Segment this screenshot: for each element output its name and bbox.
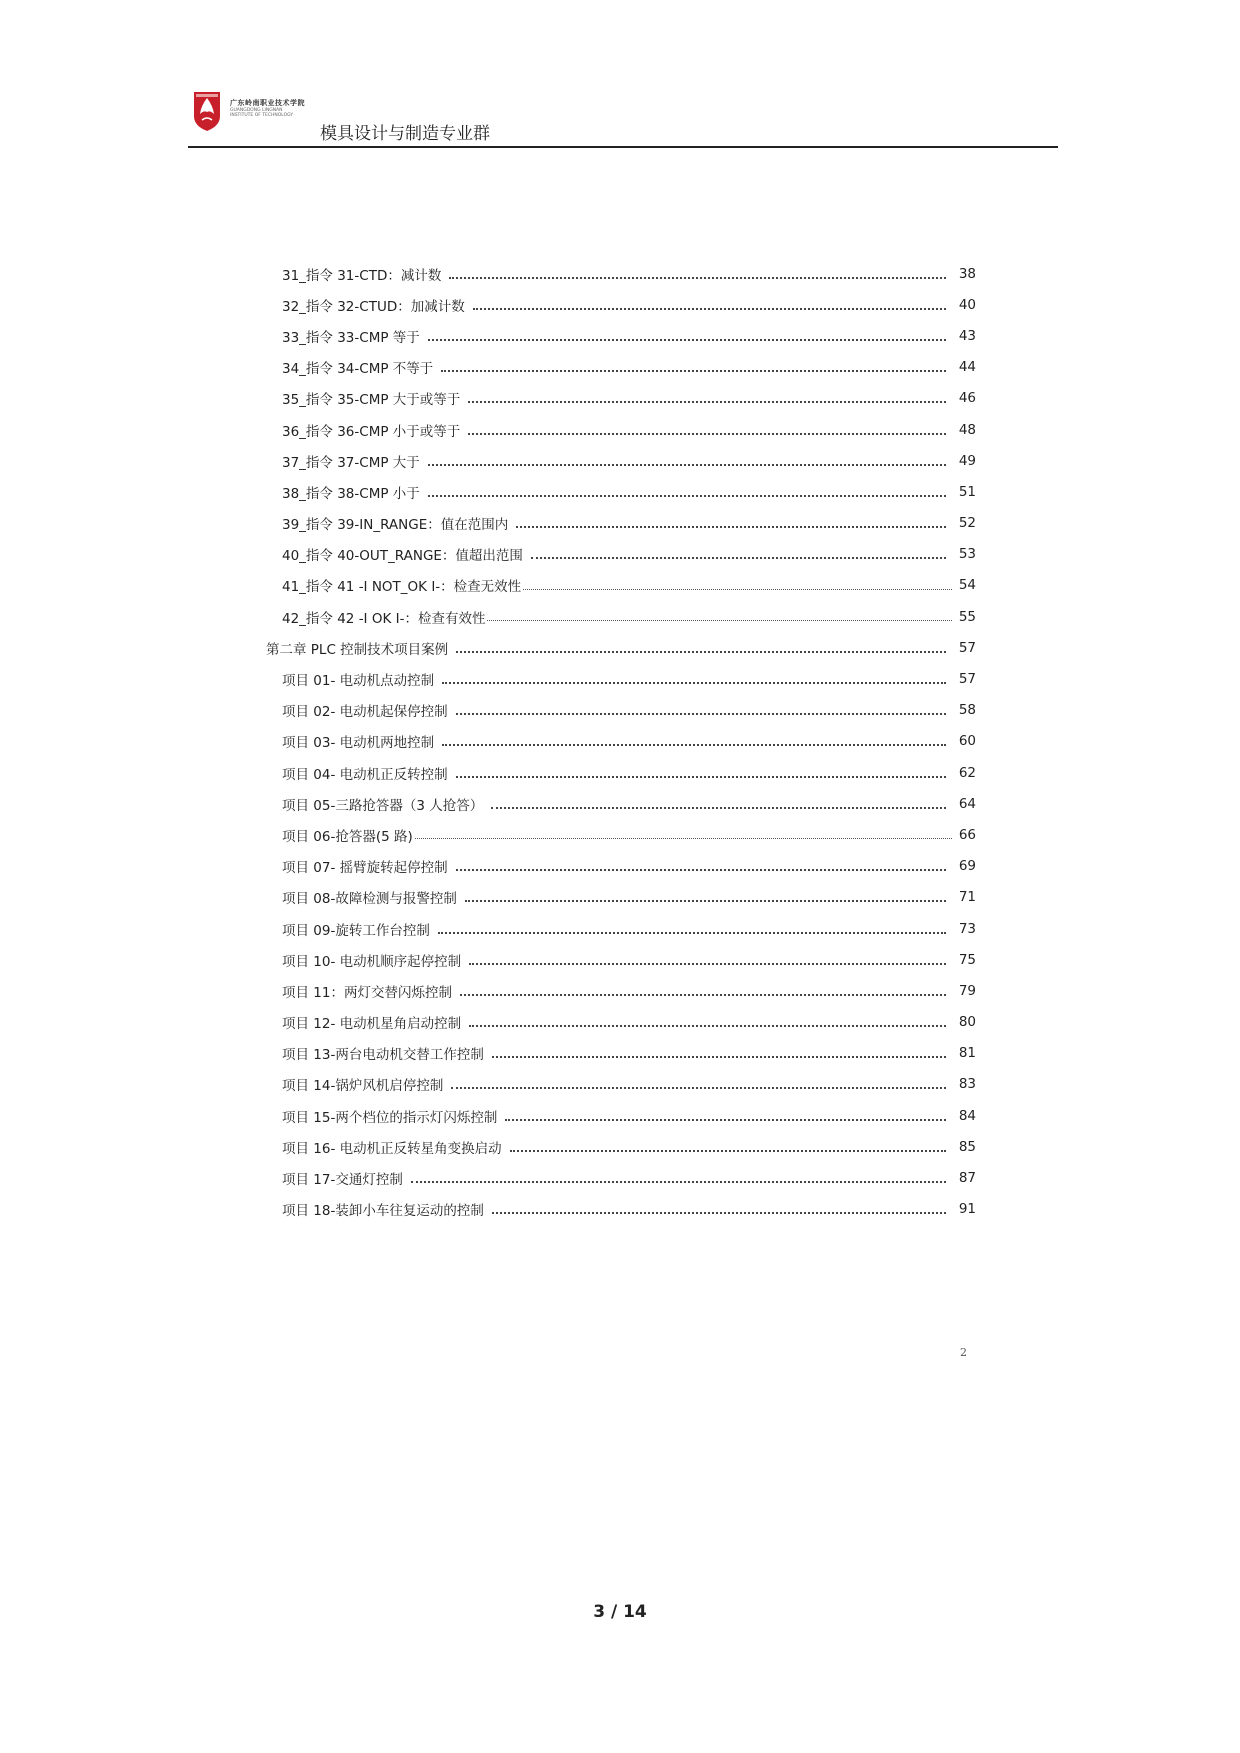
table-of-contents [266, 258, 976, 1225]
toc-entry[interactable] [266, 414, 976, 445]
toc-dot-leader [469, 1025, 946, 1027]
toc-entry-title: 40_指令 40-OUT_RANGE：值超出范围 [282, 548, 523, 565]
toc-dot-leader [492, 1212, 946, 1214]
toc-entry-page: 87 [958, 1170, 976, 1187]
toc-entry[interactable] [266, 632, 976, 663]
toc-dot-leader [465, 900, 946, 902]
toc-entry[interactable] [266, 944, 976, 975]
toc-entry-title: 项目 12- 电动机星角启动控制 [282, 1016, 462, 1033]
toc-entry[interactable] [266, 352, 976, 383]
toc-entry-page: 79 [958, 982, 976, 999]
toc-entry-page: 81 [958, 1045, 976, 1062]
toc-dot-leader [428, 339, 946, 341]
toc-entry-title: 项目 02- 电动机起保停控制 [282, 704, 448, 721]
toc-entry-title: 项目 05-三路抢答器（3 人抢答） [282, 797, 484, 814]
toc-dot-leader [415, 838, 952, 839]
toc-entry-page: 58 [958, 702, 976, 719]
toc-entry[interactable] [266, 445, 976, 476]
toc-entry-page: 49 [958, 452, 976, 469]
toc-entry[interactable] [266, 788, 976, 819]
toc-entry-page: 73 [958, 920, 976, 937]
toc-dot-leader [491, 807, 946, 809]
toc-entry-title: 39_指令 39-IN_RANGE：值在范围内 [282, 517, 509, 534]
toc-entry-title: 项目 13-两台电动机交替工作控制 [282, 1047, 484, 1064]
toc-entry-title: 项目 18-装卸小车往复运动的控制 [282, 1203, 484, 1220]
toc-entry-title: 34_指令 34-CMP 不等于 [282, 361, 434, 378]
toc-entry-page: 69 [958, 858, 976, 875]
toc-entry-page: 80 [958, 1014, 976, 1031]
toc-entry[interactable] [266, 383, 976, 414]
toc-dot-leader [531, 557, 946, 559]
toc-entry[interactable] [266, 663, 976, 694]
toc-entry[interactable] [266, 1038, 976, 1069]
toc-entry-title: 32_指令 32-CTUD：加减计数 [282, 298, 465, 315]
toc-dot-leader [441, 370, 946, 372]
toc-entry-title: 42_指令 42 -I OK I-：检查有效性 [282, 610, 486, 627]
toc-entry[interactable] [266, 1100, 976, 1131]
toc-entry-page: 84 [958, 1107, 976, 1124]
toc-dot-leader [442, 682, 946, 684]
page-indicator: 3 / 14 [593, 1602, 647, 1622]
toc-entry-title: 37_指令 37-CMP 大于 [282, 454, 420, 471]
toc-dot-leader [456, 713, 946, 715]
toc-entry-title: 38_指令 38-CMP 小于 [282, 485, 420, 502]
institution-name-en: GUANGDONG LINGNAN INSTITUTE OF TECHNOLOGY [230, 108, 294, 118]
document-page-number: 2 [960, 1346, 967, 1359]
toc-dot-leader [428, 464, 946, 466]
toc-entry[interactable] [266, 476, 976, 507]
toc-entry[interactable] [266, 570, 976, 601]
toc-entry[interactable] [266, 289, 976, 320]
toc-dot-leader [456, 776, 946, 778]
header-title: 模具设计与制造专业群 [320, 124, 490, 144]
toc-dot-leader [456, 651, 946, 653]
toc-dot-leader [523, 589, 952, 590]
toc-entry[interactable] [266, 539, 976, 570]
toc-dot-leader [468, 433, 946, 435]
toc-entry-title: 项目 10- 电动机顺序起停控制 [282, 953, 462, 970]
toc-entry-title: 项目 04- 电动机正反转控制 [282, 766, 448, 783]
toc-entry-title: 项目 08-故障检测与报警控制 [282, 891, 457, 908]
page-header [188, 86, 1058, 148]
toc-entry-page: 46 [958, 390, 976, 407]
toc-entry[interactable] [266, 882, 976, 913]
toc-dot-leader [469, 963, 946, 965]
toc-entry[interactable] [266, 601, 976, 632]
toc-dot-leader [438, 932, 946, 934]
toc-entry[interactable] [266, 1069, 976, 1100]
toc-dot-leader [428, 495, 946, 497]
toc-entry[interactable] [266, 1162, 976, 1193]
toc-entry[interactable] [266, 695, 976, 726]
toc-entry-page: 57 [958, 671, 976, 688]
toc-entry[interactable] [266, 258, 976, 289]
toc-entry-page: 51 [958, 483, 976, 500]
toc-entry-title: 第二章 PLC 控制技术项目案例 [266, 641, 449, 658]
toc-dot-leader [451, 1087, 946, 1089]
toc-dot-leader [492, 1056, 946, 1058]
toc-entry[interactable] [266, 1131, 976, 1162]
toc-entry-page: 75 [958, 951, 976, 968]
toc-entry[interactable] [266, 819, 976, 850]
toc-entry-page: 85 [958, 1138, 976, 1155]
toc-entry-title: 项目 11：两灯交替闪烁控制 [282, 984, 452, 1001]
toc-entry[interactable] [266, 913, 976, 944]
toc-entry[interactable] [266, 851, 976, 882]
toc-entry-title: 项目 09-旋转工作台控制 [282, 922, 430, 939]
toc-entry-page: 52 [958, 515, 976, 532]
toc-entry[interactable] [266, 320, 976, 351]
toc-dot-leader [505, 1119, 946, 1121]
toc-dot-leader [510, 1150, 946, 1152]
toc-entry-title: 36_指令 36-CMP 小于或等于 [282, 423, 461, 440]
toc-entry-page: 38 [958, 265, 976, 282]
toc-entry-page: 62 [958, 764, 976, 781]
toc-entry-title: 33_指令 33-CMP 等于 [282, 329, 420, 346]
toc-entry-title: 项目 17-交通灯控制 [282, 1172, 403, 1189]
toc-entry-title: 41_指令 41 -I NOT_OK I-：检查无效性 [282, 579, 522, 596]
toc-entry-title: 35_指令 35-CMP 大于或等于 [282, 392, 461, 409]
toc-dot-leader [516, 526, 946, 528]
institution-name-cn: 广东岭南职业技术学院 [230, 99, 305, 107]
toc-entry-title: 31_指令 31-CTD：减计数 [282, 267, 442, 284]
toc-entry-title: 项目 15-两个档位的指示灯闪烁控制 [282, 1109, 498, 1126]
toc-entry-title: 项目 14-锅炉风机启停控制 [282, 1078, 444, 1095]
toc-dot-leader [449, 277, 946, 279]
toc-entry-page: 44 [958, 359, 976, 376]
toc-entry-page: 71 [958, 889, 976, 906]
toc-entry[interactable] [266, 757, 976, 788]
toc-entry-page: 91 [958, 1201, 976, 1218]
toc-dot-leader [411, 1181, 946, 1183]
toc-entry-page: 40 [958, 296, 976, 313]
toc-entry-page: 43 [958, 327, 976, 344]
toc-entry-title: 项目 07- 摇臂旋转起停控制 [282, 860, 448, 877]
toc-entry-page: 66 [958, 826, 976, 843]
toc-entry-page: 83 [958, 1076, 976, 1093]
toc-dot-leader [460, 994, 946, 996]
toc-entry-page: 53 [958, 546, 976, 563]
toc-entry-page: 55 [958, 608, 976, 625]
toc-entry[interactable] [266, 508, 976, 539]
toc-dot-leader [487, 620, 952, 621]
toc-dot-leader [456, 869, 946, 871]
toc-entry-page: 57 [958, 639, 976, 656]
toc-entry-page: 48 [958, 421, 976, 438]
toc-entry[interactable] [266, 975, 976, 1006]
toc-dot-leader [468, 401, 946, 403]
toc-entry[interactable] [266, 1194, 976, 1225]
toc-entry[interactable] [266, 726, 976, 757]
toc-entry-page: 64 [958, 795, 976, 812]
institution-logo [192, 90, 222, 132]
toc-entry-page: 54 [958, 577, 976, 594]
toc-entry-title: 项目 03- 电动机两地控制 [282, 735, 435, 752]
toc-dot-leader [473, 308, 946, 310]
toc-entry-title: 项目 06-抢答器(5 路) [282, 828, 413, 845]
toc-entry-title: 项目 01- 电动机点动控制 [282, 673, 435, 690]
toc-entry-title: 项目 16- 电动机正反转星角变换启动 [282, 1140, 502, 1157]
toc-entry[interactable] [266, 1007, 976, 1038]
toc-entry-page: 60 [958, 733, 976, 750]
toc-dot-leader [442, 744, 946, 746]
